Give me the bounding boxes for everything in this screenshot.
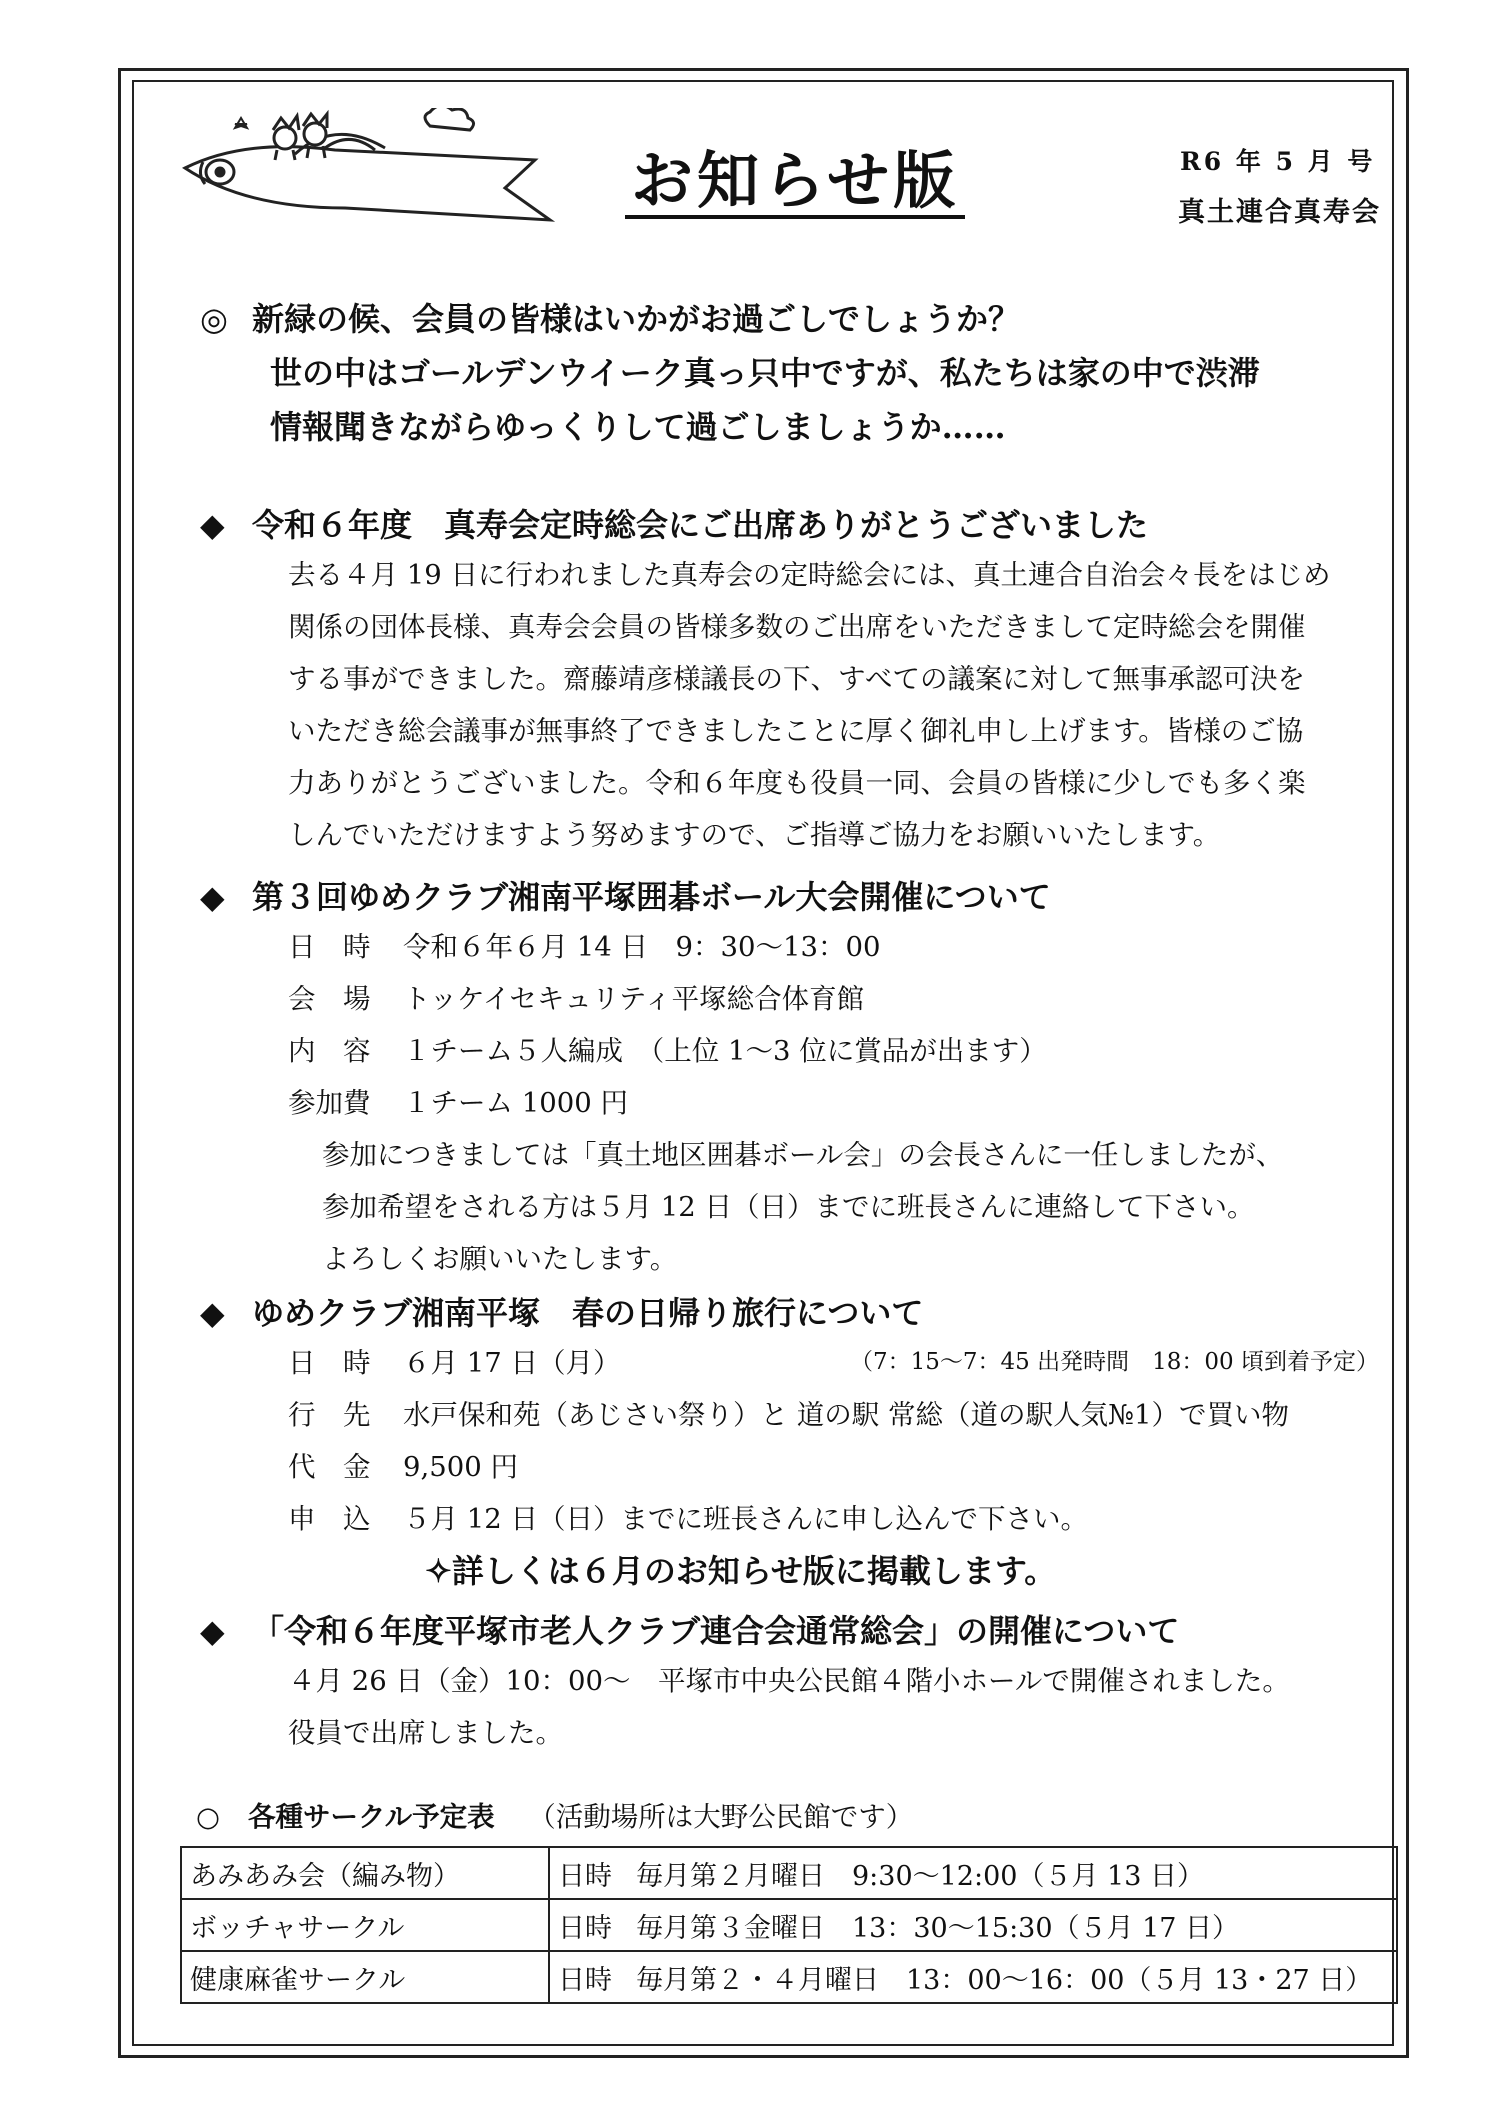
organization-name: 真土連合真寿会 [1178, 197, 1381, 228]
koinobori-illustration [175, 108, 575, 248]
section3-row-date: 日 時 ６月 17 日（月） [288, 1347, 621, 1379]
intro-line-1: ◎ 新緑の候、会員の皆様はいかがお過ごしでしょうか？ [200, 300, 1021, 338]
circle-bullet-icon: ○ [196, 1801, 220, 1833]
section3-row-destination: 行 先 水戸保和苑（あじさい祭り）と 道の駅 常総（道の駅人気№1）で買い物 [288, 1399, 1289, 1431]
table-row [181, 1951, 1397, 2003]
diamond-bullet-icon: ◆ [200, 506, 225, 544]
section1-line: 力ありがとうございました。令和６年度も役員一同、会員の皆様に少しでも多く楽 [288, 767, 1306, 799]
section1-line: 去る４月 19 日に行われました真寿会の定時総会には、真土連合自治会々長をはじめ [288, 559, 1331, 591]
section3-time-note: （7：15～7：45 出発時間 18：00 頃到着予定） [850, 1349, 1379, 1375]
circle-name: 健康麻雀サークル [181, 1951, 549, 2003]
section1-line: しんでいただけますよう努めますので、ご指導ご協力をお願いいたします。 [288, 819, 1221, 851]
section4-heading: ◆ 「令和６年度平塚市老人クラブ連合会通常総会」の開催について [200, 1612, 1180, 1650]
circle-name: あみあみ会（編み物） [181, 1847, 549, 1899]
section2-heading: ◆ 第３回ゆめクラブ湘南平塚囲碁ボール大会開催について [200, 878, 1051, 916]
section1-heading: ◆ 令和６年度 真寿会定時総会にご出席ありがとうございました [200, 506, 1149, 544]
section1-line: いただき総会議事が無事終了できましたことに厚く御礼申し上げます。皆様のご協 [288, 715, 1304, 747]
diamond-bullet-icon: ◆ [200, 1612, 225, 1650]
circle-schedule-table [180, 1846, 1398, 2004]
circle-schedule: 日時 毎月第２月曜日 9:30～12:00（５月 13 日） [549, 1847, 1397, 1899]
table-row [181, 1899, 1397, 1951]
section2-note: 参加希望をされる方は５月 12 日（日）までに班長さんに連絡して下さい。 [322, 1191, 1255, 1223]
intro-line-3: 情報聞きながらゆっくりして過ごしましょうか…… [270, 408, 1006, 446]
circle-name: ボッチャサークル [181, 1899, 549, 1951]
section3-heading: ◆ ゆめクラブ湘南平塚 春の日帰り旅行について [200, 1294, 924, 1332]
section2-row-content: 内 容 １チーム５人編成 （上位 1～3 位に賞品が出ます） [288, 1035, 1047, 1067]
circle-schedule: 日時 毎月第３金曜日 13：30～15:30（５月 17 日） [549, 1899, 1397, 1951]
section2-note: よろしくお願いいたします。 [322, 1243, 678, 1275]
issue-date: R6 年 5 月 号 [1180, 147, 1376, 176]
section4-line: ４月 26 日（金）10：00～ 平塚市中央公民館４階小ホールで開催されました。 [288, 1665, 1290, 1697]
section2-row-fee: 参加費 １チーム 1000 円 [288, 1087, 628, 1119]
circle-schedule: 日時 毎月第２・４月曜日 13：00～16：00（５月 13・27 日） [549, 1951, 1397, 2003]
diamond-bullet-icon: ◆ [200, 878, 225, 916]
page-title: お知らせ版 [625, 148, 965, 219]
intro-line-2: 世の中はゴールデンウイーク真っ只中ですが、私たちは家の中で渋滞 [270, 354, 1260, 392]
double-circle-icon: ◎ [200, 300, 228, 338]
section3-detail-note: ✧詳しくは６月のお知らせ版に掲載します。 [425, 1552, 1057, 1590]
diamond-bullet-icon: ◆ [200, 1294, 225, 1332]
table-row [181, 1847, 1397, 1899]
section2-note: 参加につきましては「真土地区囲碁ボール会」の会長さんに一任しましたが、 [322, 1139, 1284, 1171]
section3-row-price: 代 金 9,500 円 [288, 1451, 518, 1483]
section3-row-apply: 申 込 ５月 12 日（日）までに班長さんに申し込んで下さい。 [288, 1503, 1088, 1535]
section1-line: 関係の団体長様、真寿会会員の皆様多数のご出席をいただきまして定時総会を開催 [288, 611, 1306, 643]
section1-line: する事ができました。齋藤靖彦様議長の下、すべての議案に対して無事承認可決を [288, 663, 1305, 695]
circles-heading: ○ 各種サークル予定表 （活動場所は大野公民館です） [196, 1801, 914, 1833]
section4-line: 役員で出席しました。 [288, 1717, 563, 1749]
circles-note: （活動場所は大野公民館です） [528, 1801, 914, 1833]
section2-row-date: 日 時 令和６年６月 14 日 9：30～13：00 [288, 931, 881, 963]
section2-row-venue: 会 場 トッケイセキュリティ平塚総合体育館 [288, 983, 865, 1015]
